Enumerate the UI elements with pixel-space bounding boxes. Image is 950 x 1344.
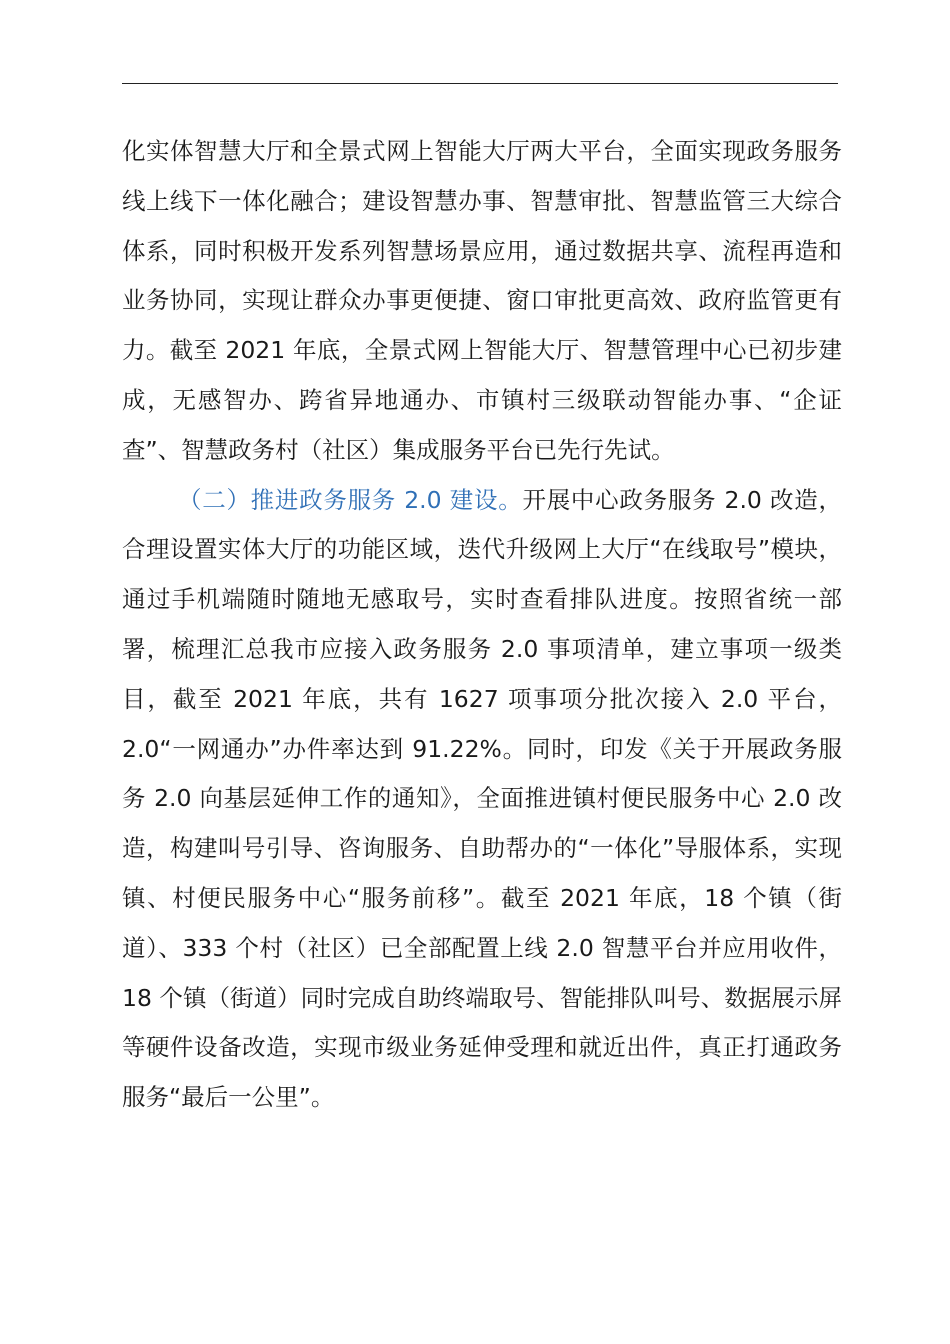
paragraph-1 [122, 127, 842, 476]
paragraph-1-text: 化实体智慧大厅和全景式网上智能大厅两大平台，全面实现政务服务线上线下一体化融合；建设智慧办事、智慧审批、智慧监管三大综合体系，同时积极开发系列智慧场景应用，通过数据共享、流程再造和业务协同，实现让群众办事更便捷、窗口审批更高效、政府监管更有力。截至 2021 年底，全景式网上智能大厅、智慧管理中心已初步建成，无感智办、跨省异地通办、市镇村三级联动智能办事、“企证查”、智慧政务村（社区）集成服务平台已先行先试。 [122, 137, 842, 464]
paragraph-2 [122, 476, 842, 1123]
paragraph-2-text: 开展中心政务服务 2.0 改造，合理设置实体大厅的功能区域，迭代升级网上大厅“在线取号”模块，通过手机端随时随地无感取号，实时查看排队进度。按照省统一部署，梳理汇总我市应接入政务服务 2.0 事项清单，建立事项一级类目，截至 2021 年底，共有 1627 项事项分批次接入 2.0 平台，2.0“一网通办”办件率达到 91.22%。同时，印发《关于开展政务服务 2.0 向基层延伸工作的通知》，全面推进镇村便民服务中心 2.0 改造，构建叫号引导、咨询服务、自助帮办的“一体化”导服体系，实现镇、村便民服务中心“服务前移”。截至 2021 年底，18 个镇（街道）、333 个村（社区）已全部配置上线 2.0 智慧平台并应用收件，18 个镇（街道）同时完成自助终端取号、智能排队叫号、数据展示屏等硬件设备改造，实现市级业务延伸受理和就近出件，真正打通政务服务“最后一公里”。 [122, 485, 843, 1112]
section-heading: （二）推进政务服务 2.0 建设。 [178, 485, 523, 514]
header-rule [122, 83, 838, 84]
document-body [122, 127, 842, 1123]
